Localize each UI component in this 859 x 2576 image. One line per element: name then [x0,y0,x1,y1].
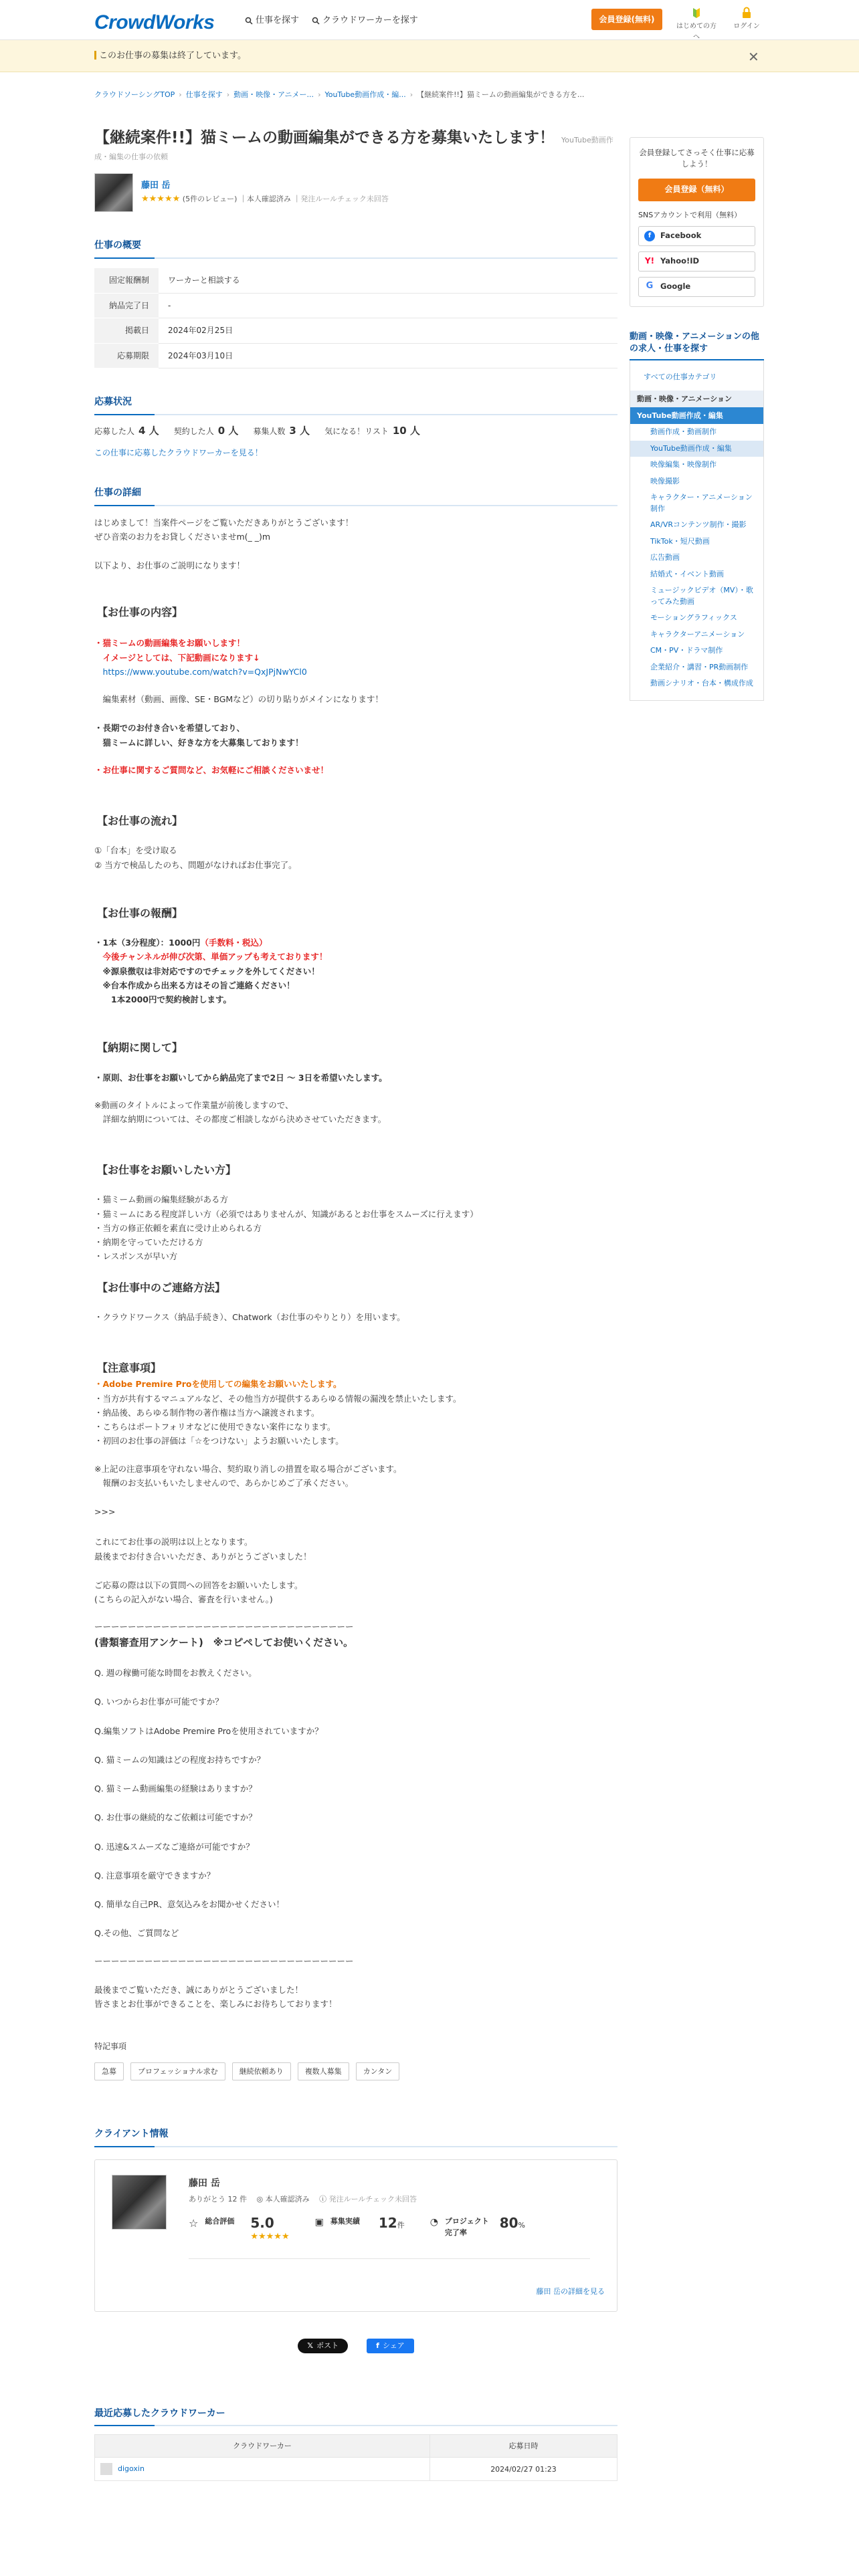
status-item [94,423,159,439]
detail-text: 編集素材（動画、画像、SE・BGMなど）の切り貼りがメインになります！ [94,694,383,705]
detail-text: ・猫ミームの動画編集をお願いします！ [94,638,246,649]
search-icon [245,17,253,25]
applied-date: 2024/02/27 01:23 [430,2458,617,2481]
facebook-icon: f [644,231,655,241]
survey-question: Q.その他、ご質問など [94,1928,179,1939]
crowdworks-logo[interactable]: CrowdWorks [94,11,215,33]
main-content [94,127,617,2481]
tag: 継続依頼あり [232,2062,291,2080]
overview-value: 2024年02月25日 [159,318,617,344]
tag: プロフェッショナル求む [130,2062,225,2080]
facebook-logo-icon: f [376,2341,379,2351]
breadcrumb [94,89,584,100]
detail-text: ・猫ミームにある程度詳しい方（必須ではありませんが、知識があるとお仕事をスムーズに行えます） [94,1208,478,1219]
nav-find-jobs-label: 仕事を探す [256,15,300,25]
table-row [94,318,617,344]
worker-cell [95,2458,430,2481]
overview-value: - [159,293,617,318]
detail-text: (こちらの記入がない場合、審査を行いません。) [94,1594,273,1605]
survey-question: Q. 猫ミーム動画編集の経験はありますか？ [94,1784,257,1794]
category-item[interactable]: 企業紹介・講習・PR動画制作 [650,662,749,671]
table-row [95,2458,617,2481]
survey-question: Q.編集ソフトはAdobe Premire Proを使用されていますか？ [94,1725,323,1736]
avatar[interactable] [112,2175,167,2230]
current-category[interactable]: YouTube動画作成・編集 [630,407,763,424]
status-item [174,423,239,439]
yahoo-login-button[interactable] [638,251,755,272]
notice-text [94,49,246,63]
thanks-count: ありがとう 12 件 [189,2194,247,2204]
jobs-value: 12 [378,2214,397,2231]
google-login-label: Google [660,281,691,291]
detail-text: 最後までご覧いただき、誠にありがとうございました！ [94,1984,304,1995]
category-item[interactable]: 動画作成・動画制作 [650,427,717,437]
survey-question: Q. 週の稼働可能な時間をお教えください。 [94,1668,257,1679]
detail-text: 最後までお付き合いいただき、ありがとうございました！ [94,1551,312,1562]
status-label: 募集人数 [253,426,286,436]
detail-heading: 仕事の詳細 [94,486,617,506]
table-row [94,343,617,368]
rating-value: 5.0 [250,2214,274,2231]
category-item[interactable]: TikTok・短尺動画 [650,536,710,546]
breadcrumb-item[interactable]: YouTube動画作成・編... [324,90,406,99]
chevron-right-icon: › [409,90,413,99]
status-item [324,423,420,439]
review-count[interactable]: (5件のレビュー) [182,195,237,204]
verified-badge: 本人確認済み [265,2194,310,2204]
client-stats [189,2216,590,2259]
detail-text: ※源泉徴収は非対応ですのでチェックを外してください！ [94,966,320,976]
category-item[interactable]: 広告動画 [650,553,680,562]
detail-text: ご応募の際は以下の質問への回答をお願いいたします。 [94,1580,303,1590]
applicants-link[interactable]: この仕事に応募したクラウドワーカーを見る！ [94,448,263,458]
overview-label: 固定報酬制 [94,268,159,293]
detail-text: これにてお仕事の説明は以上となります。 [94,1537,253,1547]
sidebar-register-button[interactable]: 会員登録（無料） [638,179,755,201]
detail-text: ・当方の修正依頼を素直に受け止められる方 [94,1222,262,1233]
tags-label: 特記事項 [94,2042,127,2052]
detail-text: ※台本作成から出来る方はその旨ご連絡ください！ [94,980,295,990]
survey-question: Q. 猫ミームの知識はどの程度お持ちですか？ [94,1754,266,1765]
login-link[interactable] [727,5,767,32]
detail-text: ・原則、お仕事をお願いしてから納品完了まで2日 〜 3日を希望いたします。 [94,1072,387,1083]
check-icon: ◎ [249,2194,264,2204]
rate-value: 80 [499,2214,518,2231]
google-icon: G [646,281,654,292]
status-label: 気になる！リスト [324,426,389,436]
rate-unit: % [518,2220,525,2230]
detail-text: ・長期でのお付き合いを希望しており、 [94,723,246,734]
worker-name-link[interactable]: digoxin [118,2464,145,2474]
detail-text: イメージとしては、下記動画になります↓ [94,652,260,663]
status-item [253,423,310,439]
detail-text: ・レスポンスが早い方 [94,1251,178,1262]
client-detail-link[interactable]: 藤田 岳の詳細を見る [536,2286,605,2296]
yahoo-login-label: Yahoo!ID [660,255,700,265]
detail-text: ・クラウドワークス（納品手続き）、Chatwork（お仕事のやりとり）を用います。 [94,1311,405,1322]
detail-subheading: 【お仕事の報酬】 [97,906,183,920]
detail-text [94,936,617,950]
owner-meta: ★★★★★ (5件のレビュー) ｜本人確認済み ｜発注ルールチェック未回答 [141,194,389,205]
detail-subheading: 【お仕事中のご連絡方法】 [97,1281,226,1294]
job-description [94,516,617,2012]
detail-subheading: 【納期に関して】 [97,1041,183,1055]
sns-label: SNSアカウントで利用（無料） [638,210,742,219]
rule-check-badge: 発注ルールチェック未回答 [300,195,389,204]
status-value: 3 人 [289,424,310,437]
parent-category[interactable]: 動画・映像・アニメーション [630,391,763,407]
login-label: ログイン [733,23,760,30]
detail-subheading: 【お仕事の流れ】 [97,815,183,828]
overview-value: ワーカーと相談する [159,268,617,293]
tag: 急募 [94,2062,124,2080]
user-icon [100,2463,112,2475]
status-value: 4 人 [138,424,159,437]
survey-question: Q. 注意事項を厳守できますか？ [94,1870,215,1881]
recent-applicants-table [94,2434,617,2481]
search-icon [312,17,320,25]
recent-heading: 最近応募したクラウドワーカー [94,2407,617,2427]
divider: ーーーーーーーーーーーーーーーーーーーーーーーーーーーーーーー [94,1622,354,1632]
detail-subheading: 【注意事項】 [97,1362,162,1375]
applicants-link-wrap [94,447,617,459]
overview-label: 納品完了日 [94,293,159,318]
survey-question: Q. 迅速&スムーズなご連絡が可能ですか？ [94,1841,254,1852]
status-value: 0 人 [217,424,239,437]
chevron-right-icon: › [179,90,182,99]
breadcrumb-current: 【継続案件!!】猫ミームの動画編集ができる方を... [417,90,585,99]
lock-icon [739,5,754,20]
category-item[interactable]: ミュージックビデオ（MV）・歌ってみた動画 [650,586,753,606]
x-logo-icon: 𝕏 [307,2341,314,2351]
category-item[interactable]: CM・PV・ドラマ制作 [650,646,723,655]
status-value: 10 人 [392,424,420,437]
category-item[interactable]: キャラクターアニメーション [650,629,745,639]
detail-text: >>> [94,1507,116,1517]
facebook-share-button[interactable] [367,2339,414,2353]
title-row [94,127,617,148]
detail-text: ・猫ミーム動画の編集経験がある方 [94,1194,229,1205]
detail-text: ・初回のお仕事の評価は「☆をつけない」ようお願いいたします。 [94,1436,344,1446]
detail-text: 今後チャンネルが伸び次第、単価アップも考えております！ [94,952,328,962]
overview-heading: 仕事の概要 [94,239,617,259]
detail-text: 皆さまとお仕事ができることを、楽しみにお待ちしております！ [94,1999,337,2010]
breadcrumb-item[interactable]: 仕事を探す [185,90,223,99]
category-item[interactable]: キャラクター・アニメーション制作 [650,493,753,513]
category-item[interactable]: モーショングラフィックス [650,613,737,623]
stat-completion [430,2216,525,2244]
client-card [94,2159,617,2312]
signup-box [630,137,764,307]
nav-find-workers-label: クラウドワーカーを探す [322,15,418,25]
overview-value: 2024年03月10日 [159,343,617,368]
category-item[interactable]: 映像撮影 [650,476,680,486]
detail-text: ※上記の注意事項を守れない場合、契約取り消しの措置を取る場合がございます。 [94,1463,402,1474]
survey-question: Q. 簡単な自己PR、意気込みをお聞かせください！ [94,1899,285,1910]
detail-subheading: (書類審査用アンケート) ※コピペしてお使いください。 [94,1636,354,1648]
detail-subheading: 【お仕事の内容】 [97,606,183,619]
detail-text: 1本2000円で契約検討します。 [94,994,231,1005]
detail-text: ※動画のタイトルによって作業量が前後しますので、 [94,1099,294,1110]
close-icon[interactable]: ✕ [748,49,759,65]
detail-text: ①「台本」を受け取る [94,845,177,856]
breadcrumb-item[interactable]: クラウドソーシングTOP [94,90,175,99]
rate-label-1: プロジェクト [444,2216,489,2226]
job-category[interactable]: YouTube動画作 [561,136,613,144]
overview-label: 応募期限 [94,343,159,368]
nav-find-workers[interactable] [312,14,418,27]
beginner-leaf-icon [689,5,704,20]
star-outline-icon: ☆ [189,2216,199,2230]
signup-lead: 会員登録してさっそく仕事に応募しよう！ [639,148,755,169]
beginner-label: はじめての方へ [676,23,717,41]
pay-text: ・1本（3分程度）：1000円 [94,938,201,948]
sidebar [630,137,764,701]
table-row [94,293,617,318]
overview-label: 掲載日 [94,318,159,344]
category-item[interactable]: 動画シナリオ・台本・構成作成 [650,679,753,688]
status-row [94,423,617,439]
column-header: クラウドワーカー [95,2435,430,2458]
reference-video-link[interactable]: https://www.youtube.com/watch?v=QxJPjNwYCl0 [94,666,307,677]
avatar[interactable] [94,173,133,212]
facebook-share-label: シェア [382,2341,405,2351]
client-heading: クライアント情報 [94,2127,617,2147]
detail-text: 以下より、お仕事のご説明になります！ [94,560,246,571]
status-label: 契約した人 [173,426,214,436]
owner-name[interactable]: 藤田 岳 [141,181,171,191]
detail-text: ・お仕事に関するご質問など、お気軽にご相談くださいませ！ [94,764,329,775]
category-item[interactable]: AR/VRコンテンツ制作・撮影 [650,520,747,530]
verified-badge: 本人確認済み [246,195,291,204]
category-list [630,360,764,701]
detail-subheading: 【お仕事をお願いしたい方】 [97,1164,237,1177]
client-meta [189,2193,417,2205]
page-title: 【継続案件!!】猫ミームの動画編集ができる方を募集いたします！ [94,129,555,146]
job-subcategory: 成・編集の仕事の依頼 [94,152,168,162]
clipboard-icon: ▣ [314,2216,324,2228]
beginner-link[interactable] [676,5,717,42]
detail-text: ぜひ音楽のお力をお貸しくださいませm(_ _)m [94,531,271,542]
status-heading: 応募状況 [94,395,617,415]
breadcrumb-item[interactable]: 動画・映像・アニメー... [233,90,314,99]
facebook-login-label: Facebook [660,230,702,240]
status-label: 応募した人 [94,426,135,436]
survey-question: Q. お仕事の継続的なご依頼は可能ですか？ [94,1812,257,1823]
category-item[interactable]: YouTube動画作成・編集 [630,441,763,457]
chevron-right-icon: › [226,90,230,99]
chevron-right-icon: › [318,90,321,99]
detail-text [94,665,617,679]
table-row [94,268,617,293]
detail-text: ・納品後、あらゆる制作物の著作権は当方へ譲渡されます。 [94,1407,320,1418]
detail-text: 報酬のお支払いもいたしませんので、あらかじめご了承ください。 [94,1477,354,1488]
facebook-login-button[interactable] [638,226,755,246]
tag: カンタン [356,2062,400,2080]
stat-label: 総合評価 [205,2216,235,2226]
detail-text: ・納期を守っていただける方 [94,1237,203,1248]
detail-text: ② 当方で検品したのち、問題がなければお仕事完了。 [94,859,297,870]
rating-stars-icon: ★★★★★ [250,2231,290,2242]
jobs-unit: 件 [397,2220,405,2230]
stat-label: 募集実績 [330,2216,360,2226]
category-item[interactable]: 結婚式・イベント動画 [650,569,724,578]
survey-question: Q. いつからお仕事が可能ですか？ [94,1697,223,1707]
rate-label-2: 完了率 [444,2228,467,2237]
detail-text: 詳細な納期については、その都度ご相談しながら決めさせていただきます。 [94,1114,387,1125]
overview-table [94,268,617,368]
nav-find-jobs[interactable] [245,14,299,27]
detail-text: はじめまして！当案件ページをご覧いただきありがとうございます！ [94,517,354,528]
owner-summary [94,173,617,212]
notice-bar-icon [94,51,96,60]
share-buttons [94,2339,617,2353]
gauge-icon: ◔ [430,2216,438,2228]
site-header [0,0,859,40]
detail-text: ・こちらはポートフォリオなどに使用できない案件になります。 [94,1422,336,1432]
column-header: 応募日時 [430,2435,617,2458]
register-button[interactable]: 会員登録(無料) [591,9,662,30]
category-item[interactable]: 映像編集・映像制作 [650,460,717,469]
pay-note: （手数料・税込） [200,938,268,948]
stat-rating [189,2216,290,2244]
client-name[interactable]: 藤田 岳 [189,2177,220,2189]
tag-list [94,2062,617,2080]
divider: ーーーーーーーーーーーーーーーーーーーーーーーーーーーーーーー [94,1955,354,1966]
notice-label: このお仕事の募集は終了しています。 [99,51,246,61]
tag: 複数人募集 [298,2062,349,2080]
category-heading: 動画・映像・アニメーションの他の求人・仕事を探す [630,331,764,360]
yahoo-icon: Y! [644,256,655,266]
x-post-button[interactable] [298,2339,348,2353]
info-icon: ⓘ [312,2194,327,2204]
google-login-button[interactable] [638,277,755,297]
detail-text: ・Adobe Premire Proを使用しての編集をお願いいたします。 [94,1379,342,1390]
all-categories-link[interactable]: すべての仕事カテゴリ [644,372,717,381]
stat-jobs [315,2216,405,2244]
table-header-row [95,2435,617,2458]
x-post-label: ポスト [316,2341,339,2351]
stat-label [445,2216,489,2238]
rule-check-badge: 発注ルールチェック未回答 [328,2194,417,2204]
rating-stars-icon: ★★★★★ [141,194,181,205]
detail-text: 猫ミームに詳しい、好きな方を大募集しております！ [94,737,304,748]
detail-text: ・当方が共有するマニュアルなど、その他当方が提供するあらゆる情報の漏洩を禁止いたします。 [94,1393,462,1404]
closed-notice [0,40,859,72]
